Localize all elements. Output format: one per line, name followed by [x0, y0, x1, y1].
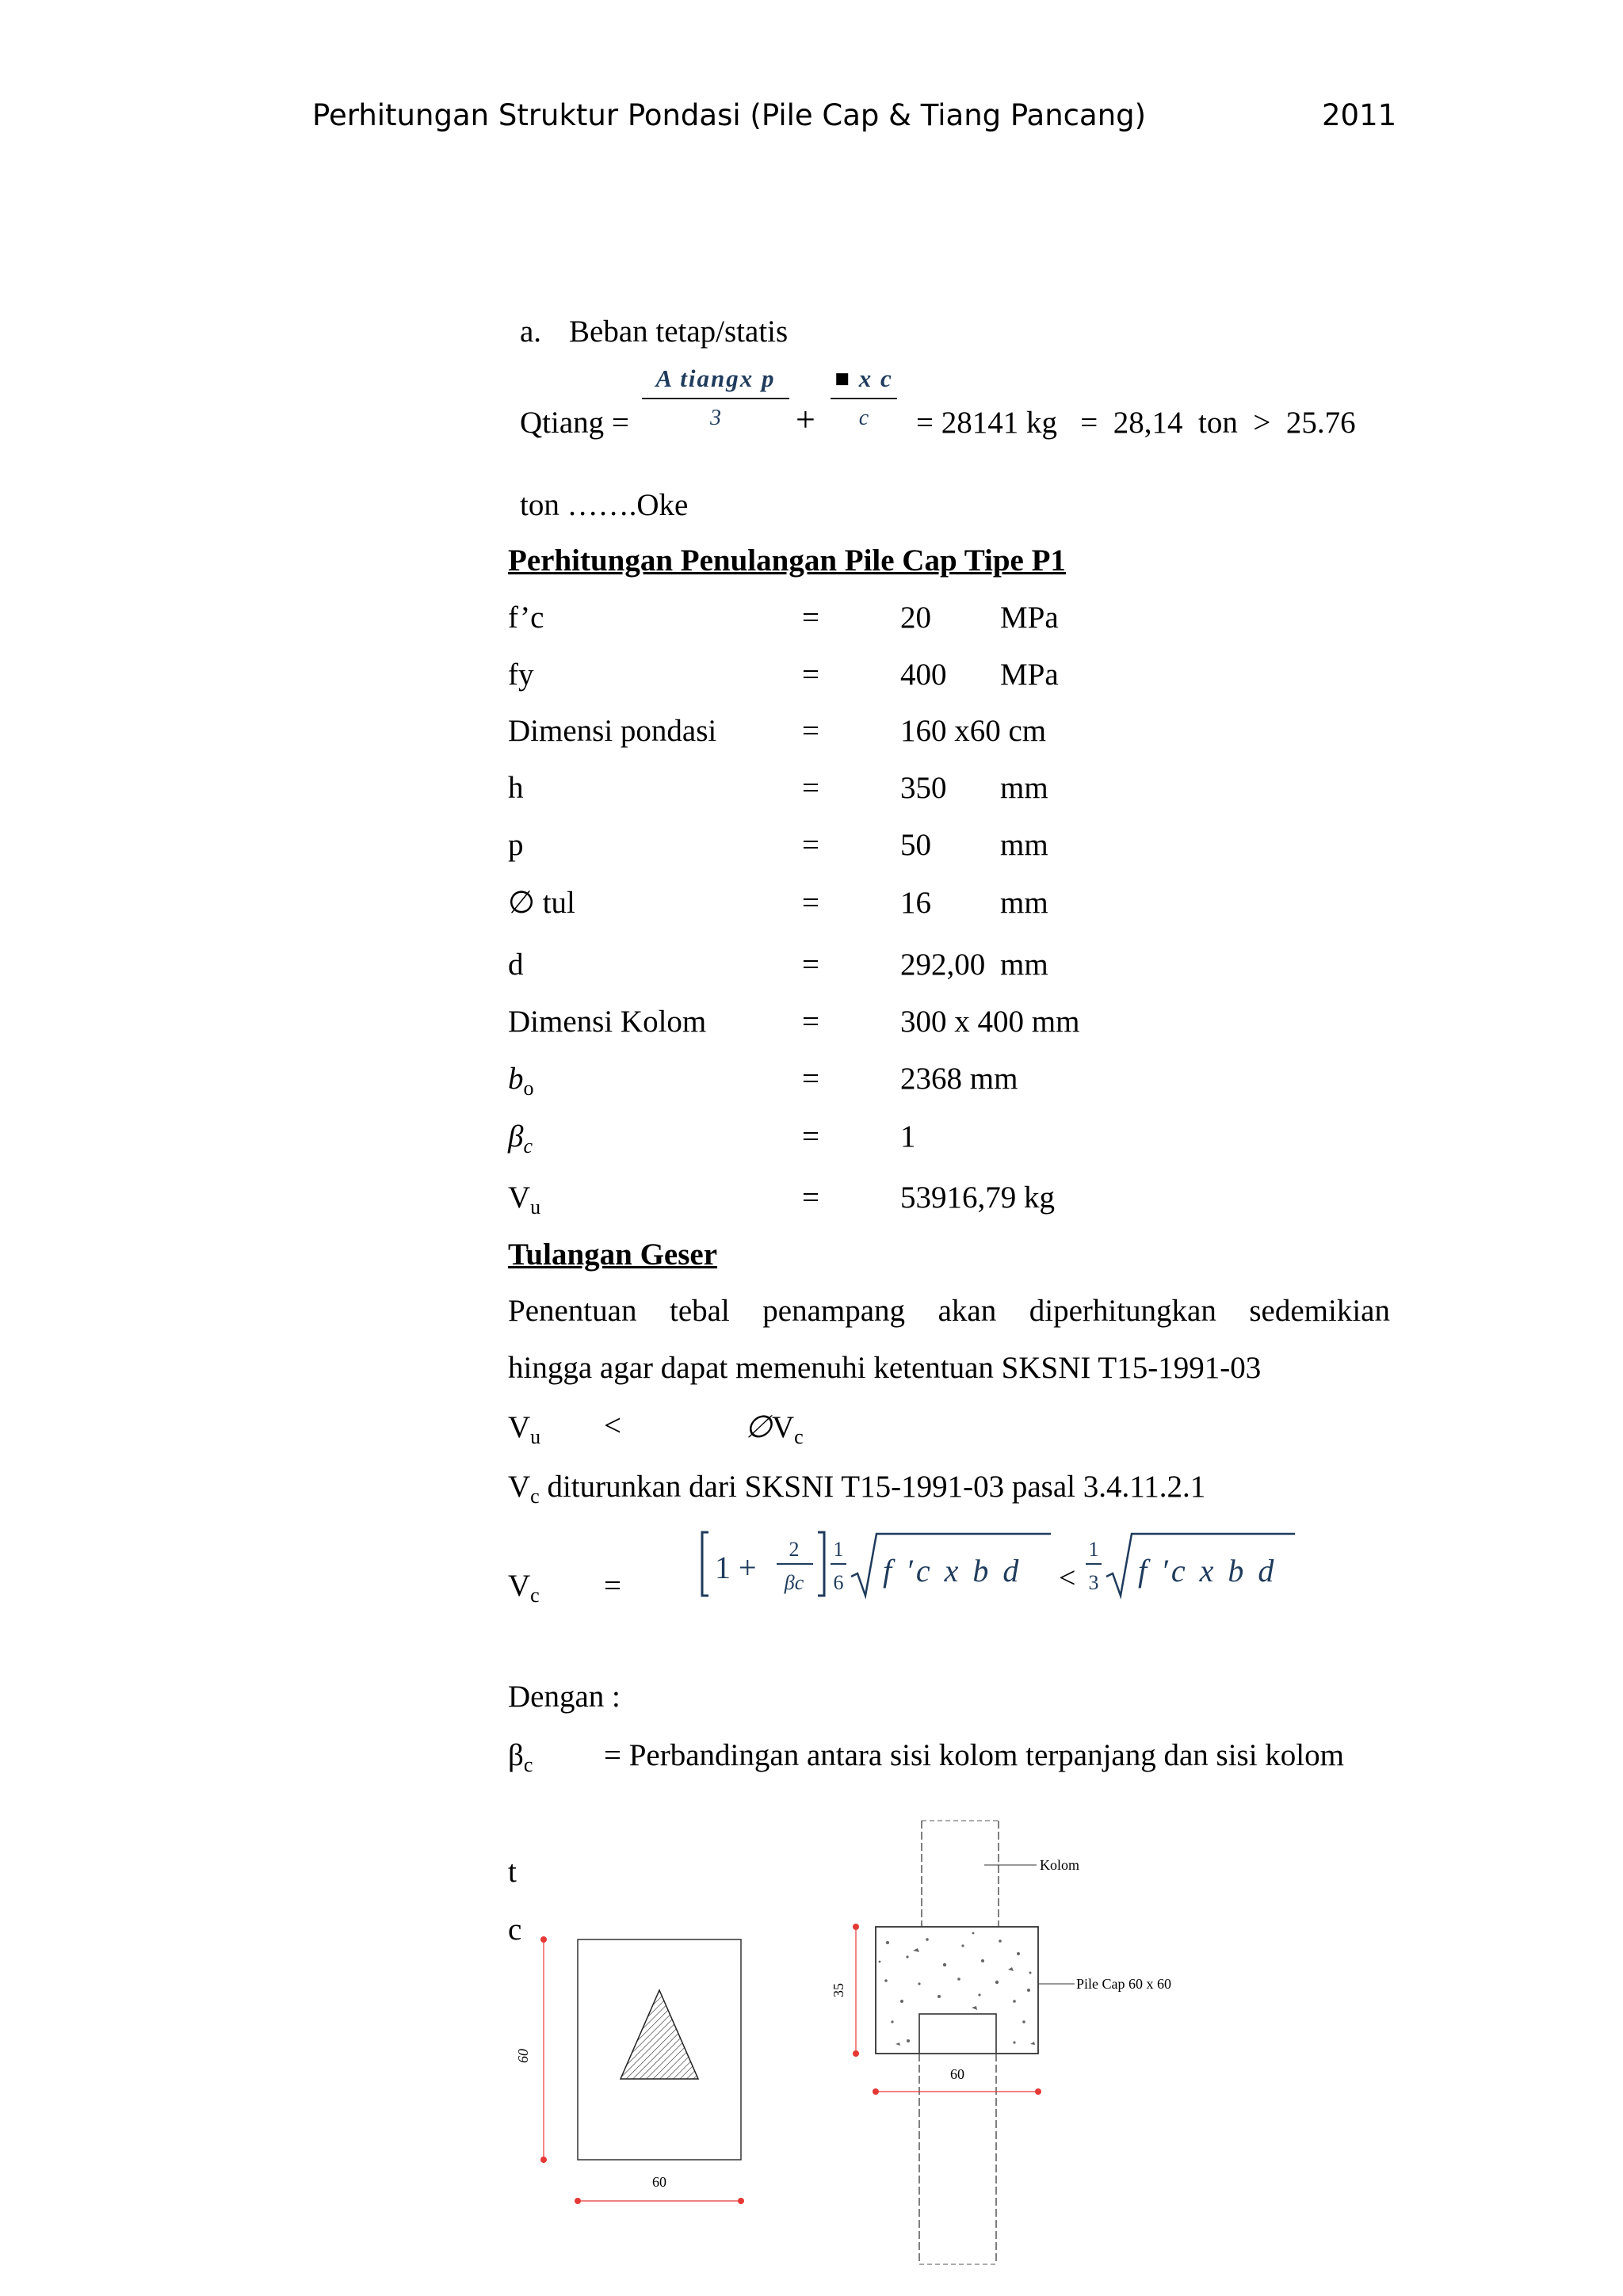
param-name: Dimensi Kolom — [508, 1005, 707, 1039]
label-kolom: Kolom — [1040, 1857, 1080, 1873]
param-eq: = — [802, 771, 819, 805]
param-eq: = — [802, 828, 819, 862]
param-unit: mm — [1000, 948, 1048, 982]
fraction-2-denominator: c — [858, 406, 869, 430]
inequality-vu: $V_u$ — [508, 1410, 541, 1448]
dim-label-left-60: 60 — [515, 2049, 531, 2063]
dim-point-icon — [540, 1936, 547, 1943]
param-value: 16 — [900, 886, 931, 920]
beta-definition-text: = Perbandingan antara sisi kolom terpanjang dan sisi kolom — [604, 1738, 1344, 1772]
param-value: 1 — [900, 1119, 916, 1154]
formula-third-den: 3 — [1088, 1571, 1099, 1594]
fraction-2-numerator: ■ x c — [834, 364, 893, 392]
dim-point-icon — [853, 1924, 859, 1930]
param-unit: mm — [1000, 828, 1048, 862]
dim-point-icon — [1035, 2088, 1041, 2095]
pile-cap-figure — [507, 1814, 1189, 2282]
param-eq: = — [802, 601, 819, 635]
label-pilecap: Pile Cap 60 x 60 — [1076, 1976, 1171, 1992]
section-title-penulangan: Perhitungan Penulangan Pile Cap Tipe P1 — [508, 543, 1066, 578]
qtiang-result: = 28141 kg = 28,14 ton > 25.76 — [916, 406, 1356, 440]
param-eq: = — [802, 1062, 819, 1096]
list-item-text: Beban tetap/statis — [569, 315, 789, 349]
param-eq: = — [802, 948, 819, 982]
formula-root-1: f ′c x b d — [883, 1553, 1022, 1589]
param-name-betac: $\beta_c$ — [508, 1119, 533, 1158]
param-name: ∅ tul — [508, 886, 575, 920]
dim-point-icon — [540, 2157, 547, 2163]
param-eq: = — [802, 658, 819, 692]
vc-formula-eq: = — [604, 1569, 621, 1603]
cut-text-line-2: c — [508, 1913, 522, 1947]
paragraph-line-2: hingga agar dapat memenuhi ketentuan SKSNI T15-1991-03 — [508, 1351, 1262, 1385]
param-name: d — [508, 948, 524, 982]
dim-label-35: 35 — [831, 1983, 846, 1997]
section-pile-top — [919, 2014, 996, 2054]
formula-third-num: 1 — [1088, 1538, 1099, 1561]
inequality-lt: < — [604, 1409, 621, 1443]
param-name: h — [508, 771, 524, 805]
fraction-1-bar — [642, 398, 789, 399]
beta-definition: $\beta_c$ — [508, 1738, 533, 1776]
page-header-year: 2011 — [1322, 98, 1397, 132]
fraction-2 — [831, 364, 897, 431]
param-name: fy — [508, 658, 534, 692]
param-unit: MPa — [1000, 601, 1059, 635]
formula-two: 2 — [789, 1538, 800, 1561]
dim-label-60-right: 60 — [950, 2066, 964, 2082]
param-name-bo: $b_o$ — [508, 1062, 534, 1100]
page-header-title: Perhitungan Struktur Pondasi (Pile Cap & Tiang Pancang) — [312, 98, 1147, 132]
param-unit: mm — [1000, 886, 1048, 920]
formula-root-2: f ′c x b d — [1138, 1553, 1277, 1589]
vc-formula — [697, 1521, 1316, 1608]
qtiang-label: Qtiang = — [520, 406, 629, 440]
param-value: 20 — [900, 601, 931, 635]
param-value: 350 — [900, 771, 947, 805]
param-unit: mm — [1000, 771, 1048, 805]
dim-label-bottom-60: 60 — [652, 2174, 666, 2190]
dim-point-icon — [738, 2198, 744, 2204]
dim-point-icon — [873, 2088, 879, 2095]
fraction-1-numerator: A tiangx p — [655, 364, 776, 392]
param-eq: = — [802, 1119, 819, 1154]
qtiang-continuation: ton …….Oke — [520, 488, 689, 522]
param-value: 292,00 — [900, 948, 986, 982]
param-value: 400 — [900, 658, 947, 692]
section-title-tulangan-geser: Tulangan Geser — [508, 1238, 718, 1272]
formula-lt: < — [1059, 1562, 1076, 1595]
bracket-left — [702, 1532, 708, 1596]
inequality-phi-vc: $\emptyset V_c$ — [745, 1410, 804, 1448]
formula-sixth-den: 6 — [833, 1571, 844, 1594]
list-item-marker: a. — [520, 315, 542, 349]
param-value: 300 x 400 mm — [900, 1005, 1080, 1039]
fraction-2-bar — [831, 398, 897, 399]
param-unit: MPa — [1000, 658, 1059, 692]
param-eq: = — [802, 714, 819, 748]
fraction-2-symbol: ■ — [834, 364, 851, 392]
param-name-vu: $V_u$ — [508, 1180, 541, 1219]
param-value: 53916,79 kg — [900, 1180, 1055, 1215]
formula-betac: βc — [784, 1571, 804, 1594]
param-eq: = — [802, 1005, 819, 1039]
param-eq: = — [802, 1180, 819, 1215]
param-name: f’c — [508, 601, 544, 635]
fraction-1-denominator: 3 — [710, 406, 721, 430]
formula-one-plus: 1 + — [715, 1550, 757, 1585]
paragraph-line-1: Penentuan tebal penampang akan diperhitungkan sedemikian — [508, 1294, 1390, 1328]
dim-point-icon — [853, 2050, 859, 2057]
bracket-right — [818, 1532, 824, 1596]
vc-formula-label: $V_c$ — [508, 1569, 540, 1607]
param-name: p — [508, 828, 524, 862]
cut-text-line-1: t — [508, 1855, 517, 1889]
fraction-1 — [642, 364, 789, 431]
param-value: 2368 mm — [900, 1062, 1018, 1096]
param-name: Dimensi pondasi — [508, 714, 717, 748]
vc-derivation: $V_c$ diturunkan dari SKSNI T15-1991-03 pasal 3.4.11.2.1 — [508, 1470, 1206, 1508]
plus-sign: + — [796, 400, 815, 439]
formula-sixth-num: 1 — [833, 1538, 844, 1561]
param-value: 50 — [900, 828, 931, 862]
dengan-label: Dengan : — [508, 1680, 621, 1714]
dim-point-icon — [575, 2198, 581, 2204]
param-value: 160 x60 cm — [900, 714, 1047, 748]
param-eq: = — [802, 886, 819, 920]
